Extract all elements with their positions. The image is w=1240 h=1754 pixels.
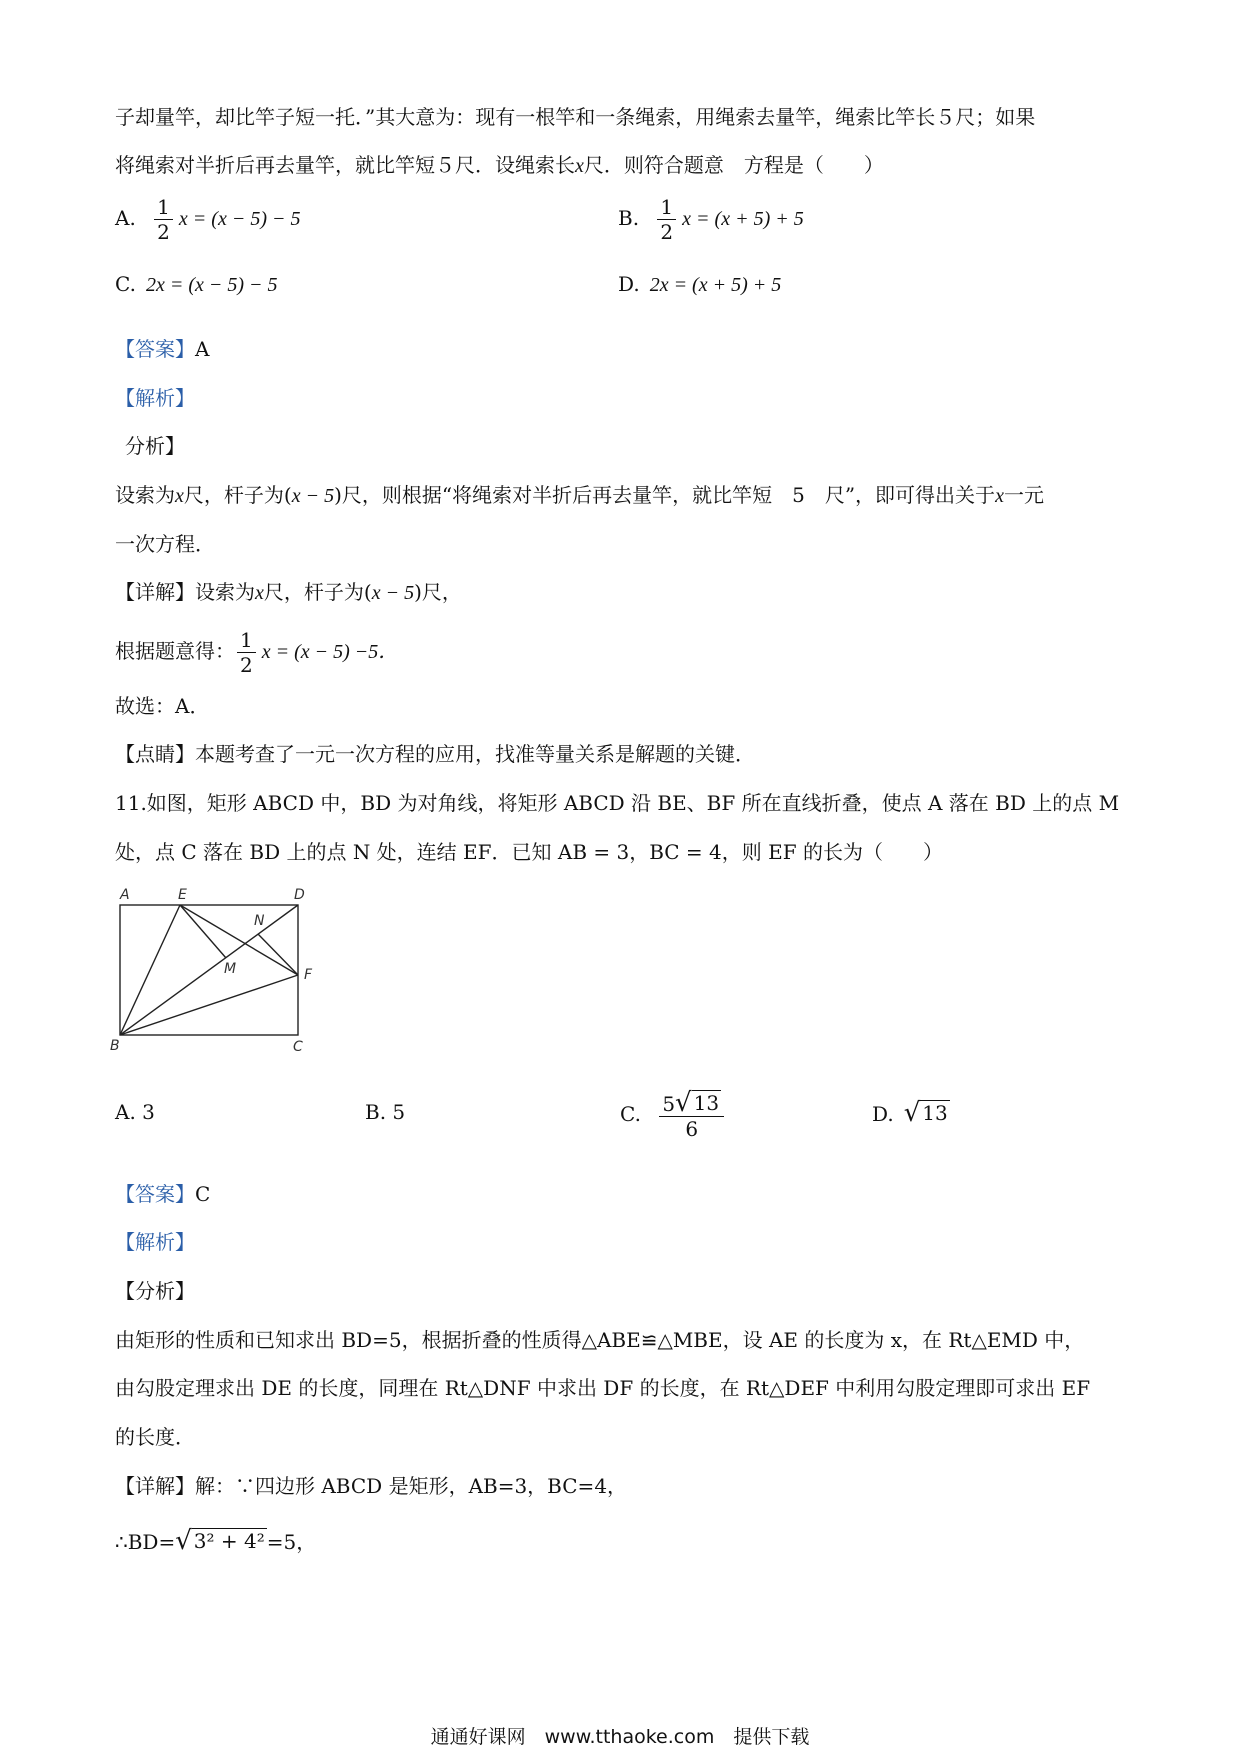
q10-fenxi-line1: 设索为x尺，杆子为(x − 5)尺，则根据“将绳索对半折后再去量竿，就比竿短 5 尺”，即可得出关于x一元 — [115, 483, 1044, 507]
q11-option-a: A. 3 — [115, 1100, 155, 1124]
option-expression: x = (x + 5) + 5 — [682, 208, 804, 230]
detail-tag: 【详解】 — [115, 1474, 195, 1498]
q10-detail-line2: 根据题意得： $\frac{1}{2}$ x = (x − 5) −5． — [115, 628, 399, 677]
segment-bf — [120, 975, 298, 1035]
segment-em — [180, 905, 226, 958]
fraction: 5 √ 13 6 — [659, 1090, 724, 1141]
fraction: $\frac{1}{2}$ — [657, 195, 676, 244]
q10-option-c — [115, 272, 278, 297]
q11-figure — [108, 875, 328, 1055]
q10-dianjing: 【点睛】本题考查了一元一次方程的应用，找准等量关系是解题的关键． — [115, 742, 755, 766]
q11-answer — [115, 1180, 210, 1208]
option-expression: 2x = (x − 5) − 5 — [145, 274, 278, 296]
page-footer: 通通好课网 www.tthaoke.com 提供下载 — [430, 1726, 810, 1748]
q11-bd-line: ∴BD= √ 3² + 4² =5， — [115, 1526, 317, 1556]
segment-be — [120, 905, 180, 1035]
q11-option-d: D. √ 13 — [872, 1098, 948, 1128]
q11-option-c: C. 5 √ 13 6 — [620, 1090, 730, 1141]
q10-detail-line1: 【详解】设索为x尺，杆子为(x − 5)尺， — [115, 580, 462, 604]
answer-tag: 【答案】 — [115, 337, 195, 361]
q11-detail-line1: 【详解】解：∵四边形 ABCD 是矩形，AB=3，BC=4， — [115, 1474, 628, 1498]
fraction: $\frac{1}{2}$ — [154, 195, 173, 244]
q11-fenxi-line3: 的长度． — [115, 1425, 195, 1449]
q11-stem-line2: 处，点 C 落在 BD 上的点 N 处，连结 EF．已知 AB = 3，BC = 4，则 EF 的长为（ ） — [115, 840, 943, 864]
label-m: M — [224, 961, 237, 977]
q11-stem-line1: 11.如图，矩形 ABCD 中，BD 为对角线，将矩形 ABCD 沿 BE、BF 所在直线折叠，使点 A 落在 BD 上的点 M — [115, 791, 1120, 815]
label-e: E — [178, 887, 187, 903]
label-b: B — [110, 1038, 120, 1054]
label-d: D — [294, 887, 305, 903]
q10-stem-variable: x — [575, 155, 584, 177]
q10-answer — [115, 335, 209, 363]
radical: √ 13 — [903, 1098, 948, 1128]
q10-option-d — [618, 272, 781, 297]
dianjing-tag: 【点睛】 — [115, 742, 195, 766]
q10-fenxi-tag: 分析】 — [125, 434, 185, 458]
option-label: D. — [618, 272, 640, 296]
q10-analysis-tag: 【解析】 — [115, 386, 195, 410]
q11-fenxi-line1: 由矩形的性质和已知求出 BD=5，根据折叠的性质得△ABE≌△MBE，设 AE 的长度为 x，在 Rt△EMD 中， — [115, 1328, 1085, 1352]
label-n: N — [254, 913, 265, 929]
q10-stem-line1: 子却量竿，却比竿子短一托．”其大意为：现有一根竿和一条绳索，用绳索去量竿，绳索比竿长５尺；如果 — [115, 105, 1036, 129]
q11-option-b: B. 5 — [365, 1100, 406, 1124]
diagonal-bd — [120, 905, 298, 1035]
q10-stem-text-end: 尺．则符合题意 方程是（ ） — [583, 153, 884, 177]
option-label: A. — [115, 206, 136, 230]
detail-tag: 【详解】 — [115, 580, 195, 604]
segment-ef — [180, 905, 298, 975]
label-c: C — [293, 1039, 303, 1055]
label-f: F — [304, 967, 313, 983]
q11-fenxi-line2: 由勾股定理求出 DE 的长度，同理在 Rt△DNF 中求出 DF 的长度，在 Rt△DEF 中利用勾股定理即可求出 EF — [115, 1376, 1091, 1400]
option-expression: 2x = (x + 5) + 5 — [649, 274, 782, 296]
label-a: A — [120, 887, 130, 903]
q10-stem-text: 将绳索对半折后再去量竿，就比竿短５尺．设绳索长 — [115, 153, 575, 177]
q11-fenxi-tag: 【分析】 — [115, 1279, 195, 1303]
q10-option-b — [618, 195, 804, 244]
answer-tag: 【答案】 — [115, 1182, 195, 1206]
q10-fenxi-line2: 一次方程． — [115, 532, 215, 556]
radical: √ 3² + 4² — [175, 1526, 265, 1556]
q10-option-a — [115, 195, 300, 244]
q11-analysis-tag: 【解析】 — [115, 1230, 195, 1254]
answer-value: C — [195, 1182, 211, 1206]
q10-choose: 故选：A． — [115, 694, 210, 718]
answer-value: A — [195, 337, 210, 361]
fraction: $\frac{1}{2}$ — [237, 628, 256, 677]
option-label: C. — [115, 272, 136, 296]
q10-stem-line2 — [115, 151, 884, 180]
option-expression: x = (x − 5) − 5 — [178, 208, 301, 230]
option-label: B. — [618, 206, 640, 230]
